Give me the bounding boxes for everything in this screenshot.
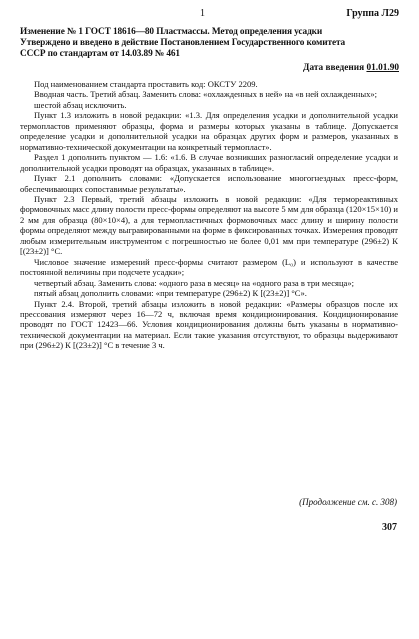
paragraph: Числовое значение измерений пресс-формы считают размером (L₀) и используют в качестве постоянной величины при подсчете усадки»; (20, 256, 398, 278)
paragraph: Пункт 2.1 дополнить словами: «Допускается использование многогнездных пресс-форм, обеспечивающих сопоставимые результаты». (20, 173, 398, 194)
top-page-number: 1 (200, 8, 205, 19)
header-decree: СССР по стандартам от 14.03.89 № 461 (20, 49, 180, 59)
header-approval: Утверждено и введено в действие Постановлением Государственного комитета (20, 38, 346, 48)
paragraph: пятый абзац дополнить словами: «при температуре (296±2) К [(23±2)] °С». (34, 288, 307, 299)
effective-date (303, 63, 399, 73)
paragraph: Пункт 1.3 изложить в новой редакции: «1.3. Для определения усадки и дополнительной усадки термопластов применяют образцы, форма и размеры которых указаны в таблице. Допускается определение усадки и дополнительной усадки на образцах других форм и размеров, указанных в нормативно-технической документации на конкретный термопласт». (20, 110, 398, 152)
group-code: Группа Л29 (346, 8, 399, 19)
paragraph: Вводная часть. Третий абзац. Заменить слова: «охлажденных в ней» на «в ней охлажденных»; (34, 89, 377, 100)
continuation-note: (Продолжение см. с. 308) (299, 497, 397, 507)
effective-date-value: 01.01.90 (366, 63, 399, 73)
document-body (20, 79, 398, 351)
paragraph: Пункт 2.3 Первый, третий абзацы изложить в новой редакции: «Для термореактивных формовочных масс длину полости пресс-формы определяют на высоте 5 мм для образца (120×15×10) и 2 мм для образца (80×10×4), а для термопластичных формовочных масс длину и ширину полости формы определяют между выгравированными на форме в фиксированных точках. Измерения проводят любым измерительным инструментом с погрешностью не более 0,01 мм при температуре (296±2) К [(23±2)] °С. (20, 193, 398, 257)
document-header (20, 27, 398, 60)
paragraph: Под наименованием стандарта проставить код: ОКСТУ 2209. (34, 79, 258, 89)
paragraph: шестой абзац исключить. (34, 99, 127, 110)
paragraph: Пункт 2.4. Второй, третий абзацы изложить в новой редакции: «Размеры образцов после их прессования измеряют через 16—72 ч, включая время кондиционирования. Кондиционирование проводят по ГОСТ 12423—66. Условия кондиционирования должны быть указаны в нормативно-технической документации на материал. Если такие указания отсутствуют, то образцы выдерживают при (296±2) К [(23±2)] °С в течение 3 ч. (20, 298, 398, 351)
header-title: Изменение № 1 ГОСТ 18616—80 Пластмассы. Метод определения усадки (20, 27, 323, 37)
page-number: 307 (382, 522, 397, 533)
paragraph: четвертый абзац. Заменить слова: «одного раза в месяц» на «одного раза в три месяца»; (34, 277, 354, 288)
effective-date-label: Дата введения (303, 63, 365, 73)
paragraph: Раздел 1 дополнить пунктом — 1.6: «1.6. В случае возникших разногласий определение усадки и дополнительной усадки проводят на образцах, указанных в таблице». (20, 152, 398, 173)
